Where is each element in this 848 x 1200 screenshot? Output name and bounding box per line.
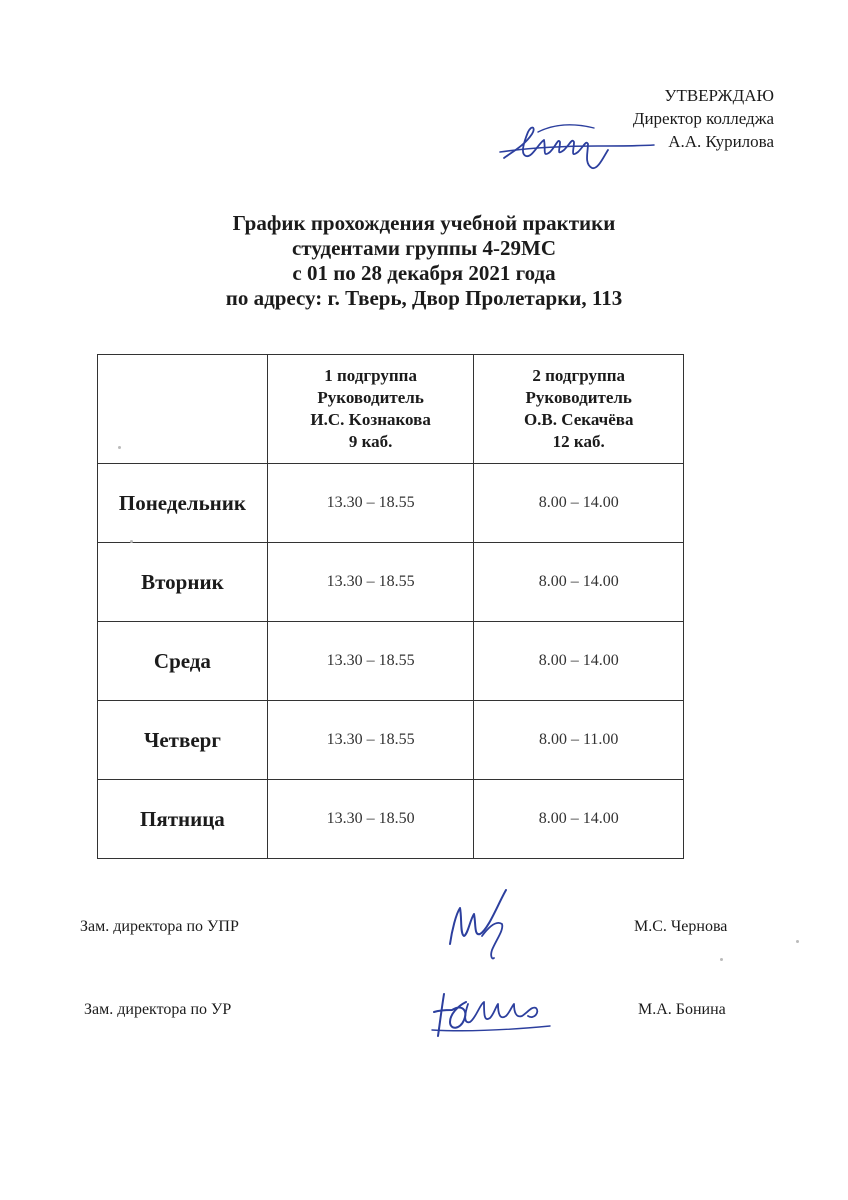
schedule-table xyxy=(97,354,684,859)
header-group-1-line: Руководитель xyxy=(317,388,424,407)
group-1-time-cell: 13.30 – 18.55 xyxy=(267,543,474,622)
approval-position: Директор колледжа xyxy=(632,109,774,128)
document-title xyxy=(0,211,848,311)
scan-speck xyxy=(118,446,121,449)
ur-position: Зам. директора по УР xyxy=(84,1001,232,1018)
upr-name: М.С. Чернова xyxy=(634,918,728,935)
day-cell: Пятница xyxy=(98,780,268,859)
title-line-4: по адресу: г. Тверь, Двор Пролетарки, 113 xyxy=(225,286,623,310)
header-group-2-line: 2 подгруппа xyxy=(532,366,626,385)
title-line-3: с 01 по 28 декабря 2021 года xyxy=(292,261,556,285)
group-1-time-cell: 13.30 – 18.50 xyxy=(267,780,474,859)
day-cell: Вторник xyxy=(98,543,268,622)
approval-name: А.А. Курилова xyxy=(668,132,774,151)
title-line-2: студентами группы 4-29МС xyxy=(291,236,557,260)
header-group-2-line: 12 каб. xyxy=(552,432,605,451)
table-row xyxy=(98,701,684,780)
group-2-time-cell: 8.00 – 14.00 xyxy=(474,622,684,701)
group-2-time-cell: 8.00 – 11.00 xyxy=(474,701,684,780)
upr-position: Зам. директора по УПР xyxy=(80,918,239,935)
header-group-1-line: И.С. Kознакова xyxy=(310,410,431,429)
ur-signature xyxy=(428,986,558,1046)
header-group-1-line: 1 подгруппа xyxy=(324,366,417,385)
group-1-time-cell: 13.30 – 18.55 xyxy=(267,464,474,543)
group-2-time-cell: 8.00 – 14.00 xyxy=(474,464,684,543)
table-row xyxy=(98,543,684,622)
day-cell: Понедельник xyxy=(98,464,268,543)
scan-speck xyxy=(720,958,723,961)
scan-speck xyxy=(130,540,133,543)
day-cell: Среда xyxy=(98,622,268,701)
group-1-time-cell: 13.30 – 18.55 xyxy=(267,622,474,701)
header-group-1 xyxy=(267,355,474,464)
header-group-2 xyxy=(474,355,684,464)
header-group-1-line: 9 каб. xyxy=(348,432,393,451)
header-group-2-line: Руководитель xyxy=(525,388,632,407)
table-row xyxy=(98,464,684,543)
upr-signature xyxy=(442,884,532,964)
scan-speck xyxy=(796,940,799,943)
group-1-time-cell: 13.30 – 18.55 xyxy=(267,701,474,780)
director-signature xyxy=(498,112,658,174)
group-2-time-cell: 8.00 – 14.00 xyxy=(474,543,684,622)
header-group-2-line: О.В. Секачёва xyxy=(523,410,634,429)
day-cell: Четверг xyxy=(98,701,268,780)
group-2-time-cell: 8.00 – 14.00 xyxy=(474,780,684,859)
table-row xyxy=(98,780,684,859)
table-row xyxy=(98,622,684,701)
ur-name: М.А. Бонина xyxy=(638,1001,726,1018)
table-header-row xyxy=(98,355,684,464)
header-corner-cell xyxy=(98,355,268,464)
title-line-1: График прохождения учебной практики xyxy=(232,211,616,235)
approval-heading: УТВЕРЖДАЮ xyxy=(664,86,774,105)
